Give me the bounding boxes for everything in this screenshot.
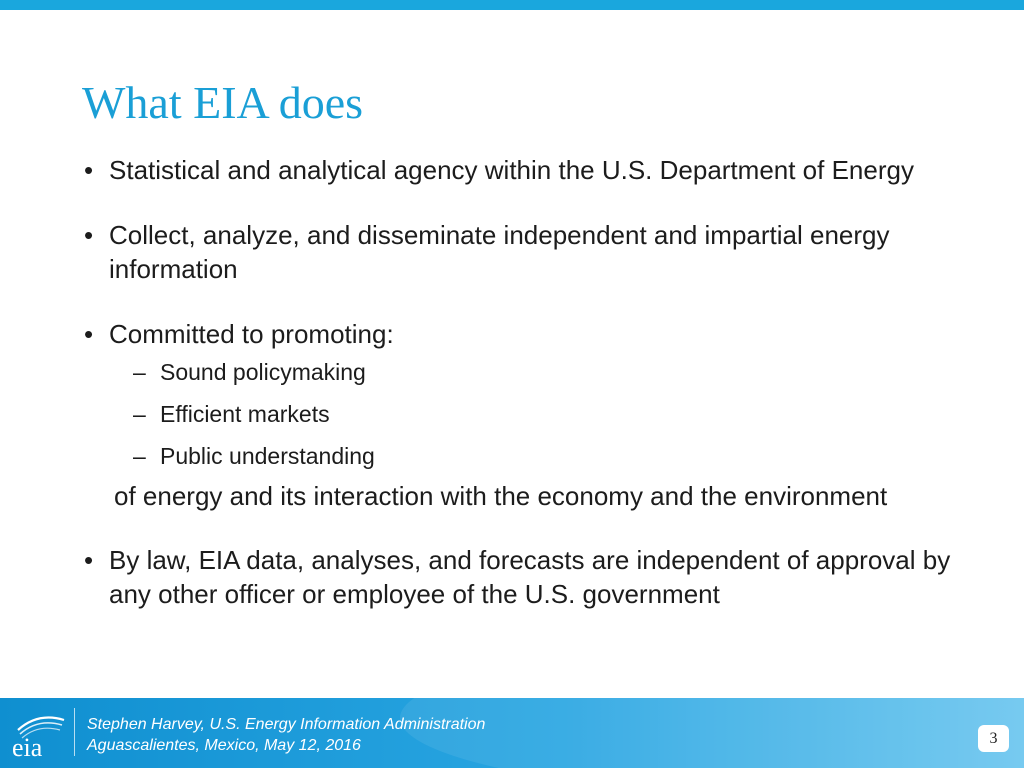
bullet-item: • Collect, analyze, and disseminate independent and impartial energy information xyxy=(82,218,982,286)
bullet-item: • By law, EIA data, analyses, and forecasts are independent of approval by any other officer or employee of the U.S. government xyxy=(82,543,982,611)
footer-author: Stephen Harvey, U.S. Energy Information Administration xyxy=(87,716,486,733)
sub-bullet-item: – Public understanding xyxy=(133,441,982,471)
bullet-item xyxy=(82,317,982,513)
footer-event: Aguascalientes, Mexico, May 12, 2016 xyxy=(87,737,361,754)
bullet-item: • Statistical and analytical agency within the U.S. Department of Energy xyxy=(82,153,982,187)
footer-credits xyxy=(87,714,485,756)
eia-logo-icon xyxy=(8,706,70,762)
footer-decoration xyxy=(400,698,1024,768)
top-accent-bar xyxy=(0,0,1024,10)
slide-title: What EIA does xyxy=(82,77,364,128)
sub-bullet-list xyxy=(109,357,982,471)
bullet-text: Committed to promoting: xyxy=(109,319,394,349)
continuation-text: of energy and its interaction with the economy and the environment xyxy=(114,481,888,511)
logo-wordmark: eia xyxy=(12,733,43,762)
footer-divider xyxy=(74,708,75,756)
bullet-list xyxy=(82,153,982,642)
footer-bar xyxy=(0,698,1024,768)
sub-bullet-item: – Efficient markets xyxy=(133,399,982,429)
page-number: 3 xyxy=(978,725,1009,752)
sub-bullet-item: – Sound policymaking xyxy=(133,357,982,387)
